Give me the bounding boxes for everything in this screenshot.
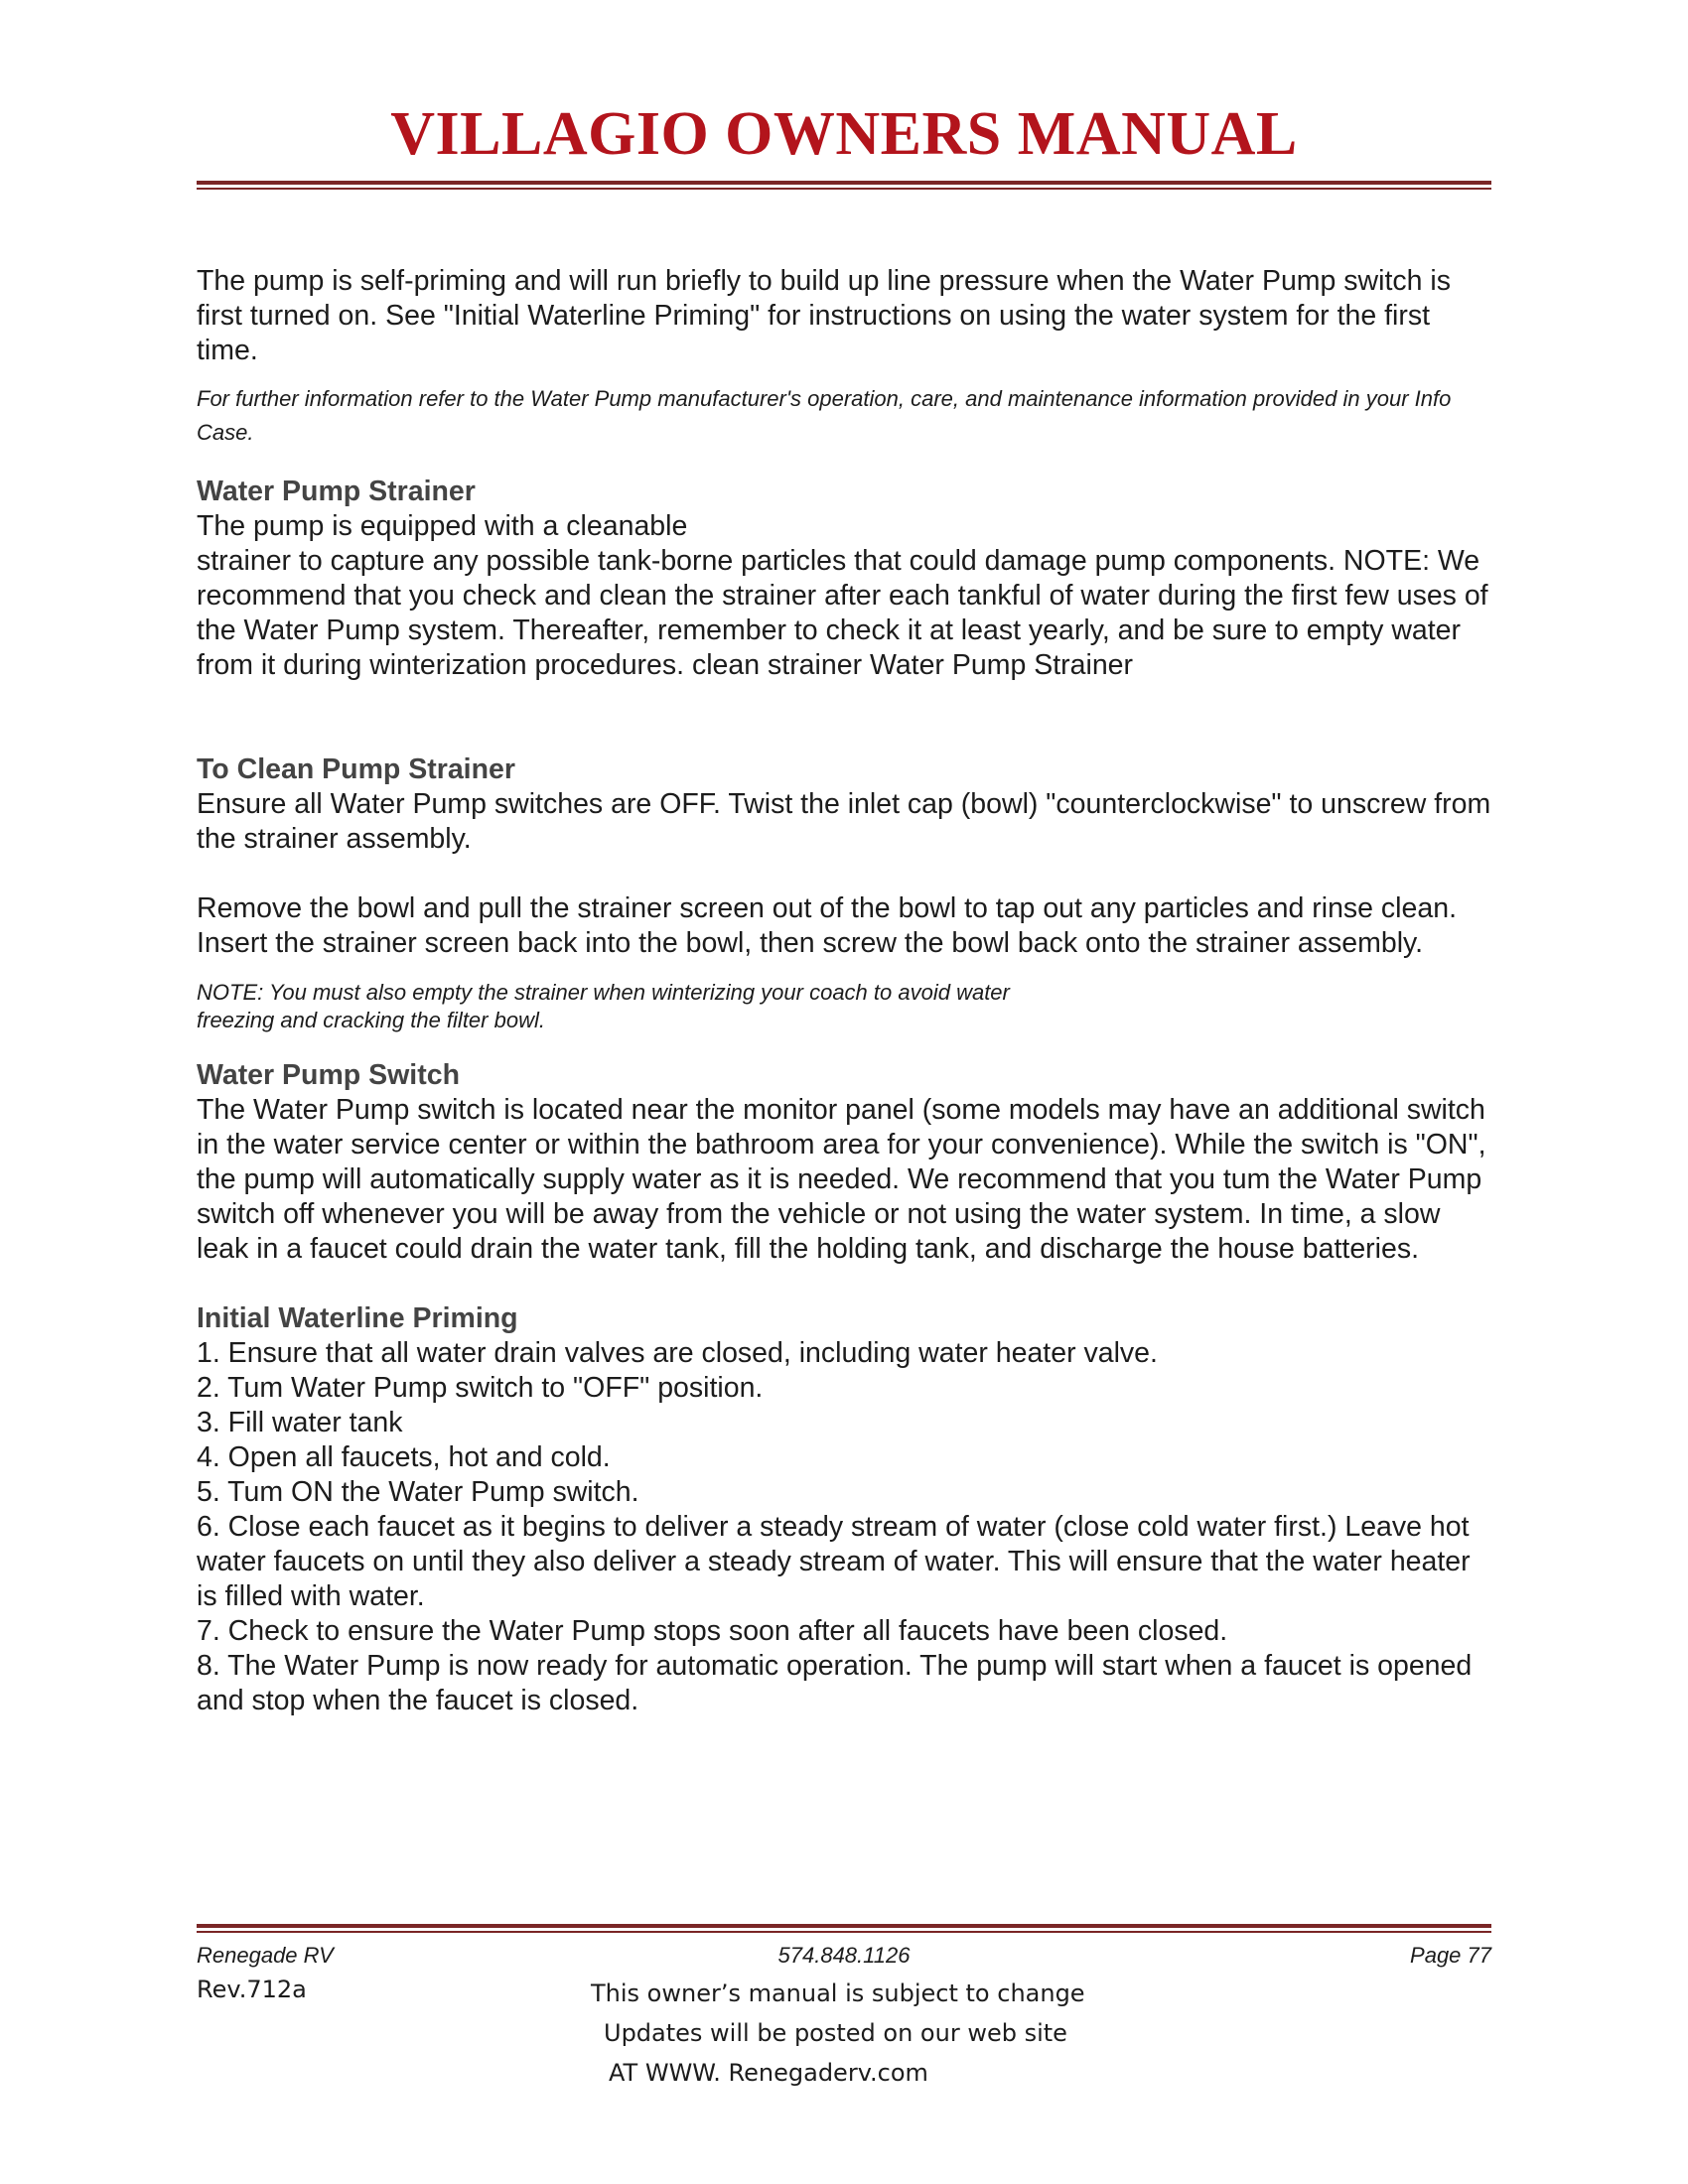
priming-step: 5. Tum ON the Water Pump switch. — [197, 1476, 639, 1508]
footer-notice-line-3: AT WWW. Renegaderv.com — [609, 2059, 928, 2087]
footer-company: Renegade RV — [197, 1943, 334, 1968]
priming-heading: Initial Waterline Priming — [197, 1302, 518, 1334]
priming-step: 4. Open all faucets, hot and cold. — [197, 1441, 611, 1473]
priming-step: 6. Close each faucet as it begins to deliver a steady stream of water (close cold water first.) Leave hot water faucets on until they also deliver a steady stream of water. This will ensure that the water heater is filled with water. — [197, 1511, 1471, 1612]
footer-rule-bottom — [197, 1931, 1491, 1933]
footer-notice-line-2: Updates will be posted on our web site — [604, 2019, 1067, 2047]
further-info-note: For further information refer to the Water Pump manufacturer's operation, care, and maintenance information provided in your Info Case. — [197, 386, 1452, 445]
strainer-heading: Water Pump Strainer — [197, 476, 476, 507]
manual-body — [197, 264, 1491, 1718]
footer-page-number: Page 77 — [1410, 1943, 1491, 1968]
intro-paragraph: The pump is self-priming and will run briefly to build up line pressure when the Water Pump switch is first turned on. See "Initial Waterline Priming" for instructions on using the water system for the first time. — [197, 265, 1451, 366]
footer-rule-top — [197, 1924, 1491, 1928]
winterizing-note-line-1: NOTE: You must also empty the strainer when winterizing your coach to avoid water — [197, 980, 1010, 1005]
footer-phone: 574.848.1126 — [777, 1943, 911, 1968]
footer-notice-line-1: This owner’s manual is subject to change — [591, 1979, 1085, 2007]
priming-step: 2. Tum Water Pump switch to "OFF" position. — [197, 1372, 764, 1404]
priming-step: 1. Ensure that all water drain valves are closed, including water heater valve. — [197, 1337, 1158, 1369]
clean-strainer-paragraph-2: Remove the bowl and pull the strainer screen out of the bowl to tap out any particles and rinse clean. Insert the strainer screen back into the bowl, then screw the bowl back onto the strainer assembly. — [197, 892, 1457, 959]
header-rule-bottom — [197, 188, 1491, 190]
strainer-paragraph: strainer to capture any possible tank-borne particles that could damage pump components. NOTE: We recommend that you check and clean the strainer after each tankful of water during the first few uses of the Water Pump system. Thereafter, remember to check it at least yearly, and be sure to empty water from it during winterization procedures. clean strainer Water Pump Strainer — [197, 545, 1488, 681]
clean-strainer-heading: To Clean Pump Strainer — [197, 753, 515, 785]
header-rule-top — [197, 181, 1491, 185]
page-title: VILLAGIO OWNERS MANUAL — [390, 100, 1298, 168]
pump-switch-heading: Water Pump Switch — [197, 1059, 460, 1091]
pump-switch-paragraph: The Water Pump switch is located near the monitor panel (some models may have an additional switch in the water service center or within the bathroom area for your convenience). While the switch is "ON", the pump will automatically supply water as it is needed. We recommend that you tum the Water Pump switch off whenever you will be away from the vehicle or not using the water system. In time, a slow leak in a faucet could drain the water tank, fill the holding tank, and discharge the house batteries. — [197, 1094, 1486, 1265]
clean-strainer-paragraph-1: Ensure all Water Pump switches are OFF. Twist the inlet cap (bowl) "counterclockwise" to unscrew from the strainer assembly. — [197, 788, 1491, 855]
footer-revision: Rev.712a — [197, 1976, 307, 2003]
priming-step: 3. Fill water tank — [197, 1407, 403, 1438]
priming-steps-list — [197, 1336, 1491, 1718]
winterizing-note-line-2: freezing and cracking the filter bowl. — [197, 1008, 545, 1032]
winterizing-note — [197, 979, 1491, 1034]
priming-step: 8. The Water Pump is now ready for automatic operation. The pump will start when a faucet is opened and stop when the faucet is closed. — [197, 1650, 1473, 1716]
strainer-intro-line: The pump is equipped with a cleanable — [197, 510, 688, 542]
priming-step: 7. Check to ensure the Water Pump stops soon after all faucets have been closed. — [197, 1615, 1228, 1647]
footer-notice — [536, 1974, 1172, 2093]
